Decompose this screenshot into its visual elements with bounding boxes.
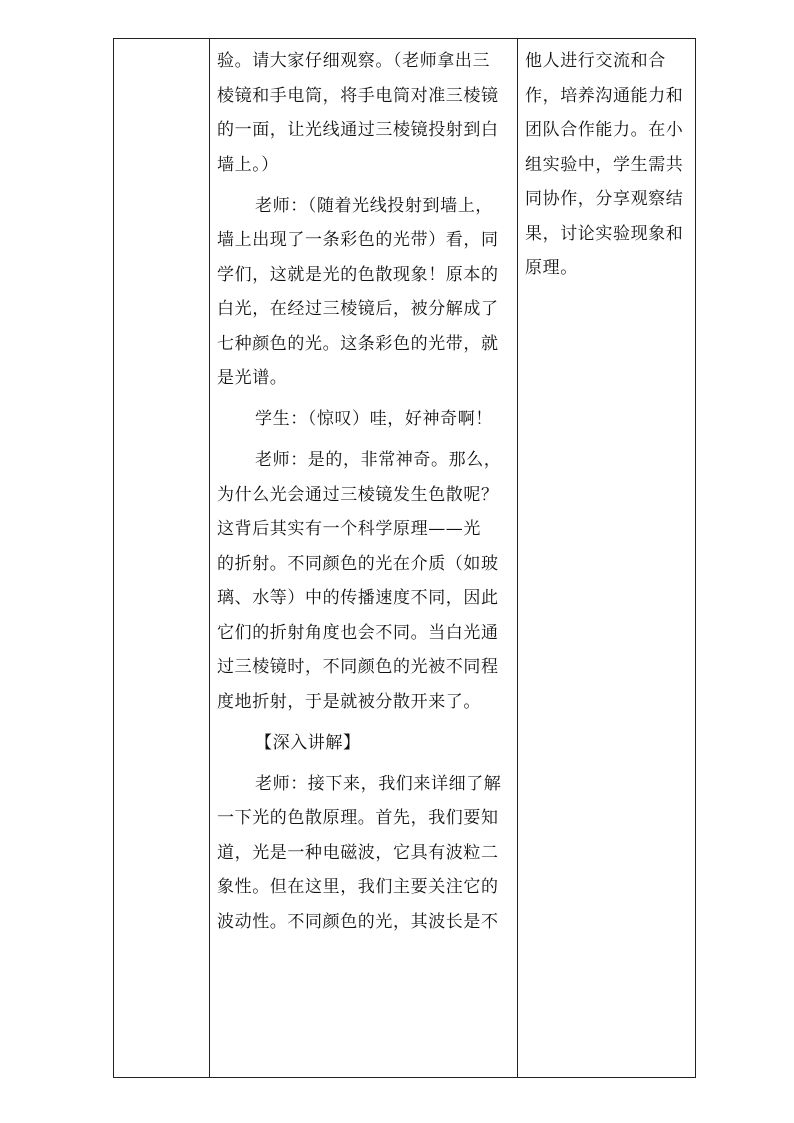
- text-line: 象性。但在这里，我们主要关注它的: [217, 877, 499, 897]
- text-line: 度地折射，于是就被分散开来了。: [217, 691, 481, 712]
- section-heading: 【深入讲解】: [255, 732, 361, 753]
- text-line: 的折射。不同颜色的光在介质（如玻: [217, 553, 499, 574]
- text-line: 璃、水等）中的传播速度不同，因此: [217, 588, 499, 608]
- text-line: 墙上出现了一条彩色的光带）看，同: [217, 230, 499, 250]
- text-line: 七种颜色的光。这条彩色的光带，就: [217, 333, 499, 354]
- text-line: 道，光是一种电磁波，它具有波粒二: [217, 842, 499, 863]
- text-line: 组实验中，学生需共: [525, 154, 684, 175]
- column-divider-right: [517, 39, 518, 1077]
- text-line: 的一面，让光线通过三棱镜投射到白: [217, 120, 499, 140]
- text-line: 同协作，分享观察结: [525, 189, 684, 209]
- text-line: 作，培养沟通能力和: [525, 85, 684, 106]
- text-line: 墙上。）: [217, 154, 279, 175]
- text-line: 原理。: [525, 258, 578, 278]
- text-line: 学们，这就是光的色散现象！原本的: [217, 264, 499, 285]
- text-line: 这背后其实有一个科学原理——光: [217, 519, 481, 539]
- text-line: 白光，在经过三棱镜后，被分解成了: [217, 299, 499, 319]
- design-intent-cell: [525, 44, 693, 286]
- text-line: 学生：（惊叹）哇，好神奇啊！: [255, 409, 493, 429]
- text-line: 它们的折射角度也会不同。当白光通: [217, 622, 499, 643]
- column-divider-left: [209, 39, 210, 1077]
- text-line: 果，讨论实验现象和: [525, 223, 684, 244]
- text-line: 老师：是的，非常神奇。那么，: [255, 450, 502, 470]
- text-line: 老师：（随着光线投射到墙上，: [255, 195, 493, 216]
- text-line: 过三棱镜时，不同颜色的光被不同程: [217, 657, 499, 677]
- text-line: 是光谱。: [217, 368, 288, 388]
- text-line: 团队合作能力。在小: [525, 120, 684, 140]
- text-line: 验。请大家仔细观察。（老师拿出三: [217, 51, 491, 71]
- lesson-table: [113, 38, 696, 1078]
- text-line: 他人进行交流和合: [525, 51, 666, 71]
- text-line: 棱镜和手电筒，将手电筒对准三棱镜: [217, 85, 499, 106]
- text-line: 老师：接下来，我们来详细了解: [255, 773, 502, 794]
- teaching-process-cell: [217, 44, 513, 939]
- text-line: 波动性。不同颜色的光，其波长是不: [217, 911, 499, 932]
- text-line: 一下光的色散原理。首先，我们要知: [217, 808, 499, 828]
- text-line: 为什么光会通过三棱镜发生色散呢？: [217, 484, 499, 505]
